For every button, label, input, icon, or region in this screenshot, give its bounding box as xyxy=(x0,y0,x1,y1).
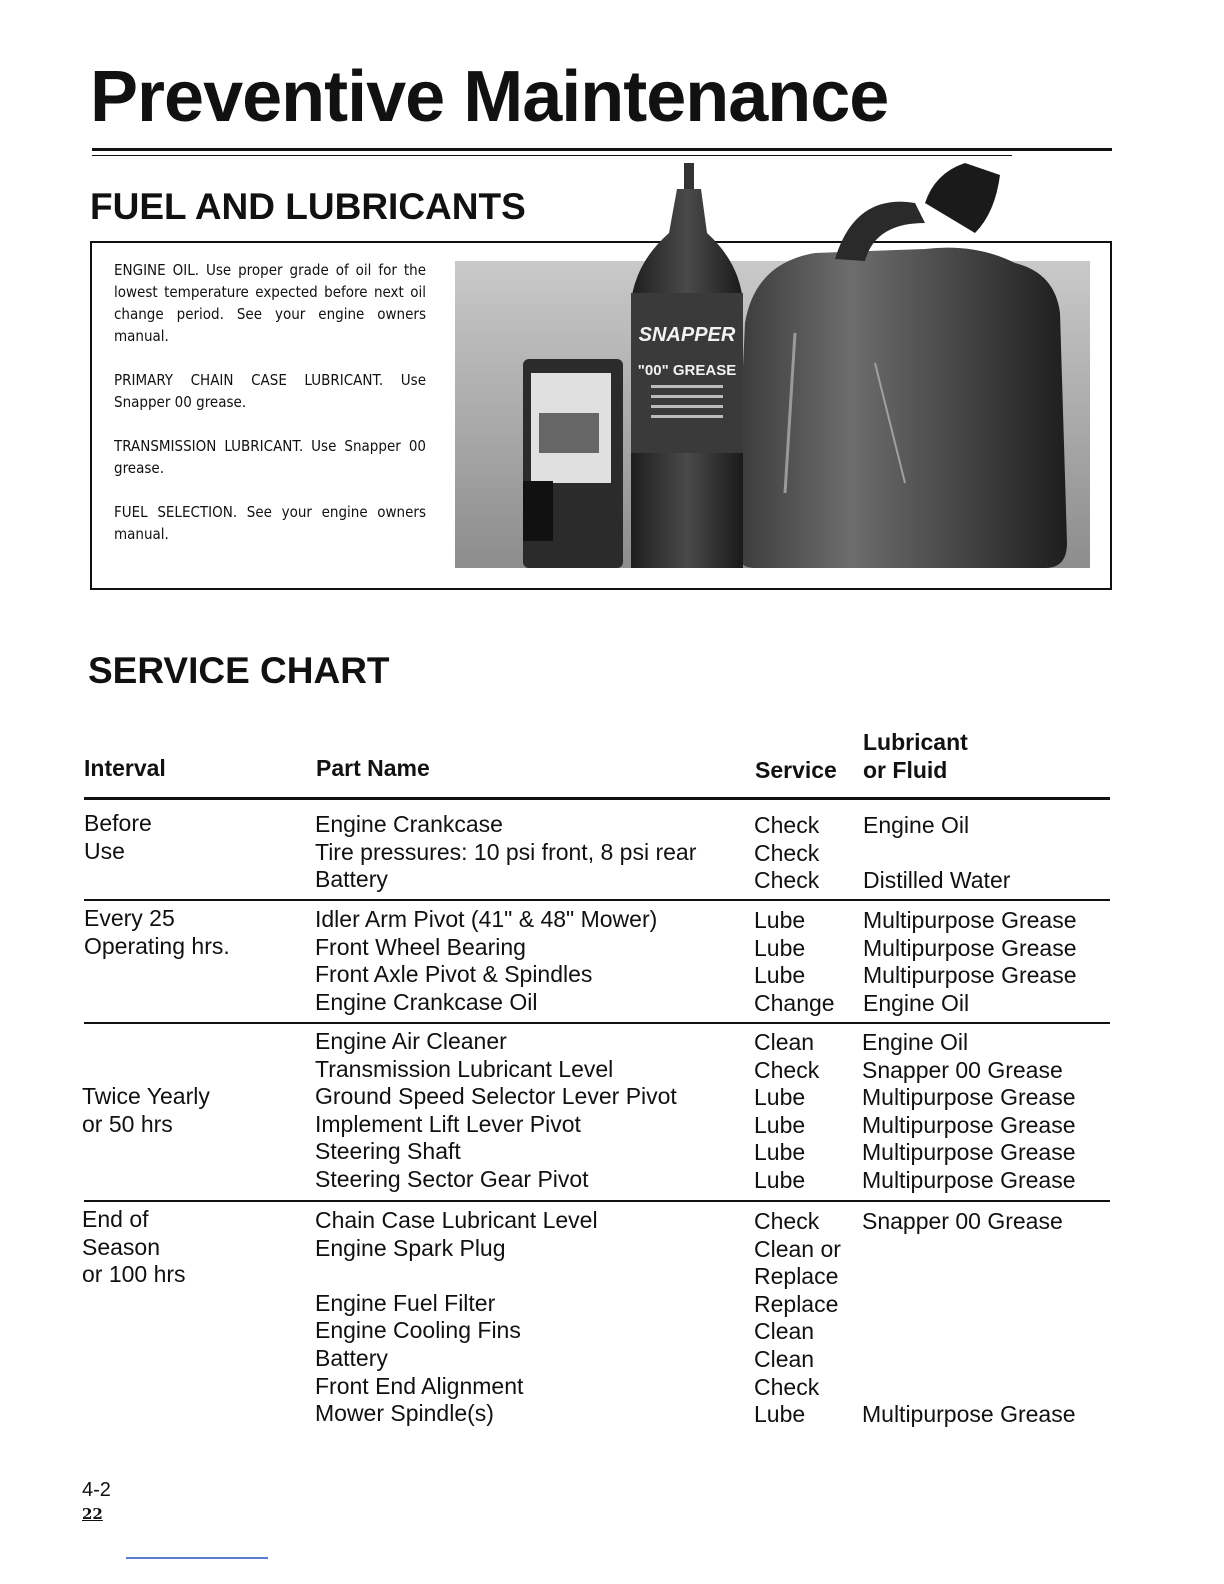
table-cell-part: Front Wheel Bearing xyxy=(315,933,526,960)
table-cell-part: Engine Spark Plug xyxy=(315,1234,506,1261)
table-cell-service: Replace xyxy=(754,1290,839,1317)
table-cell-lubricant xyxy=(862,1236,1076,1264)
parts-end-of-season xyxy=(315,1207,598,1428)
table-cell-lubricant: Multipurpose Grease xyxy=(862,1401,1076,1428)
table-cell-part: Battery xyxy=(315,866,388,893)
group-rule xyxy=(84,1200,1110,1202)
header-rule xyxy=(84,797,1110,800)
title-rule-thin xyxy=(92,155,1012,156)
table-cell-part: Idler Arm Pivot (41" & 48" Mower) xyxy=(315,906,658,932)
table-cell-lubricant: Distilled Water xyxy=(863,867,1011,894)
table-cell-part: Front Axle Pivot & Spindles xyxy=(315,961,593,988)
table-cell-part: Tire pressures: 10 psi front, 8 psi rear xyxy=(315,838,697,865)
col-interval: Interval xyxy=(84,755,166,781)
table-cell-part: Steering Shaft xyxy=(315,1138,461,1165)
group-rule xyxy=(84,899,1110,901)
page-number: 4-2 xyxy=(82,1479,111,1501)
table-cell-service: Clean xyxy=(754,1345,815,1372)
group-rule xyxy=(84,1022,1110,1024)
col-service: Service xyxy=(755,757,837,783)
table-cell-part: Steering Sector Gear Pivot xyxy=(315,1165,589,1192)
table-cell-service: Check xyxy=(754,839,820,866)
table-cell-part: Engine Air Cleaner xyxy=(315,1028,507,1054)
col-lubricant-2: or Fluid xyxy=(863,757,948,783)
table-cell-lubricant: Snapper 00 Grease xyxy=(862,1208,1063,1234)
lubricants-before-use xyxy=(863,812,1010,895)
lubricants-photo xyxy=(455,163,1090,568)
fuel-box xyxy=(90,241,1112,590)
table-cell-part: Ground Speed Selector Lever Pivot xyxy=(315,1083,677,1110)
table-cell-part: Transmission Lubricant Level xyxy=(315,1055,614,1082)
gas-can-icon xyxy=(735,163,1067,568)
lubricants-twice-yearly xyxy=(862,1029,1076,1195)
handwritten-page-number: 22 xyxy=(82,1505,103,1523)
chain-case-paragraph: PRIMARY CHAIN CASE LUBRICANT. Use Snapper 00 grease. xyxy=(114,371,426,411)
interval-before-use: Before Use xyxy=(84,810,152,864)
table-cell-lubricant xyxy=(862,1263,1076,1291)
title-rule xyxy=(92,148,1112,151)
table-cell-lubricant: Multipurpose Grease xyxy=(863,962,1077,989)
fuel-heading: FUEL AND LUBRICANTS xyxy=(90,186,526,227)
table-cell-service: Lube xyxy=(754,962,806,989)
lubricants-every-25 xyxy=(863,907,1077,1017)
services-twice-yearly xyxy=(754,1029,819,1195)
table-cell-lubricant: Engine Oil xyxy=(863,812,970,838)
bottle-label: "00" GREASE xyxy=(637,362,737,379)
table-cell-lubricant xyxy=(862,1374,1076,1402)
table-cell-part: Implement Lift Lever Pivot xyxy=(315,1110,581,1137)
table-cell-lubricant: Engine Oil xyxy=(863,989,970,1016)
table-cell-service: Clean or xyxy=(754,1235,841,1262)
table-cell-part: Engine Crankcase xyxy=(315,811,503,837)
table-cell-service: Lube xyxy=(754,907,806,933)
lubricants-end-of-season xyxy=(862,1208,1076,1429)
transmission-paragraph: TRANSMISSION LUBRICANT. Use Snapper 00 grease. xyxy=(114,437,426,477)
col-part-name: Part Name xyxy=(316,755,430,781)
table-cell-part: Engine Cooling Fins xyxy=(315,1317,521,1344)
table-cell-lubricant: Engine Oil xyxy=(862,1029,969,1055)
table-cell-lubricant xyxy=(862,1318,1076,1346)
table-cell-service: Replace xyxy=(754,1263,839,1290)
table-cell-lubricant: Multipurpose Grease xyxy=(863,907,1077,933)
table-cell-lubricant: Multipurpose Grease xyxy=(863,934,1077,961)
interval-twice-yearly: Twice Yearly or 50 hrs xyxy=(82,1083,210,1137)
table-cell-service: Check xyxy=(754,1056,820,1083)
table-cell-lubricant: Multipurpose Grease xyxy=(862,1084,1076,1111)
table-cell-service: Check xyxy=(754,1373,820,1400)
grease-can-icon xyxy=(523,359,623,568)
engine-oil-paragraph: ENGINE OIL. Use proper grade of oil for the lowest temperature expected before next oil change period. See your engine owners manual. xyxy=(114,261,426,345)
table-cell-service: Lube xyxy=(754,934,806,961)
table-cell-lubricant: Multipurpose Grease xyxy=(862,1166,1076,1193)
service-heading: SERVICE CHART xyxy=(88,650,390,691)
grease-bottle-icon xyxy=(631,163,743,568)
page-title: Preventive Maintenance xyxy=(90,57,889,137)
table-cell-service: Change xyxy=(754,989,835,1016)
fuel-selection-paragraph: FUEL SELECTION. See your engine owners manual. xyxy=(114,503,426,543)
table-cell-service: Lube xyxy=(754,1084,806,1111)
table-cell-service: Lube xyxy=(754,1139,806,1166)
table-cell-part: Battery xyxy=(315,1344,388,1371)
table-cell-service: Clean xyxy=(754,1029,815,1055)
bottle-brand: SNAPPER xyxy=(638,324,736,346)
table-cell-part xyxy=(315,1262,598,1290)
fuel-text xyxy=(114,259,426,567)
table-cell-lubricant: Multipurpose Grease xyxy=(862,1139,1076,1166)
scan-line xyxy=(126,1557,268,1559)
table-cell-part: Engine Fuel Filter xyxy=(315,1289,496,1316)
table-cell-service: Check xyxy=(754,1208,820,1234)
col-lubricant-1: Lubricant xyxy=(863,729,968,755)
table-cell-part: Chain Case Lubricant Level xyxy=(315,1207,598,1233)
table-cell-service: Check xyxy=(754,867,820,894)
page-footer xyxy=(82,1478,111,1526)
table-cell-lubricant: Multipurpose Grease xyxy=(862,1111,1076,1138)
table-cell-service: Check xyxy=(754,812,820,838)
table-cell-service: Lube xyxy=(754,1401,806,1428)
table-cell-lubricant xyxy=(863,840,1010,868)
table-cell-lubricant xyxy=(862,1291,1076,1319)
parts-every-25 xyxy=(315,906,657,1016)
table-cell-service: Clean xyxy=(754,1318,815,1345)
table-cell-lubricant xyxy=(862,1346,1076,1374)
interval-end-of-season: End of Season or 100 hrs xyxy=(82,1206,186,1288)
services-before-use xyxy=(754,812,819,895)
parts-before-use xyxy=(315,811,696,894)
interval-every-25: Every 25 Operating hrs. xyxy=(84,905,230,959)
table-cell-service: Lube xyxy=(754,1111,806,1138)
table-cell-service: Lube xyxy=(754,1166,806,1193)
parts-twice-yearly xyxy=(315,1028,677,1194)
table-cell-part: Front End Alignment xyxy=(315,1372,524,1399)
table-cell-lubricant: Snapper 00 Grease xyxy=(862,1056,1063,1083)
table-cell-part: Engine Crankcase Oil xyxy=(315,988,538,1015)
services-every-25 xyxy=(754,907,835,1017)
services-end-of-season xyxy=(754,1208,841,1429)
table-cell-part: Mower Spindle(s) xyxy=(315,1400,494,1427)
